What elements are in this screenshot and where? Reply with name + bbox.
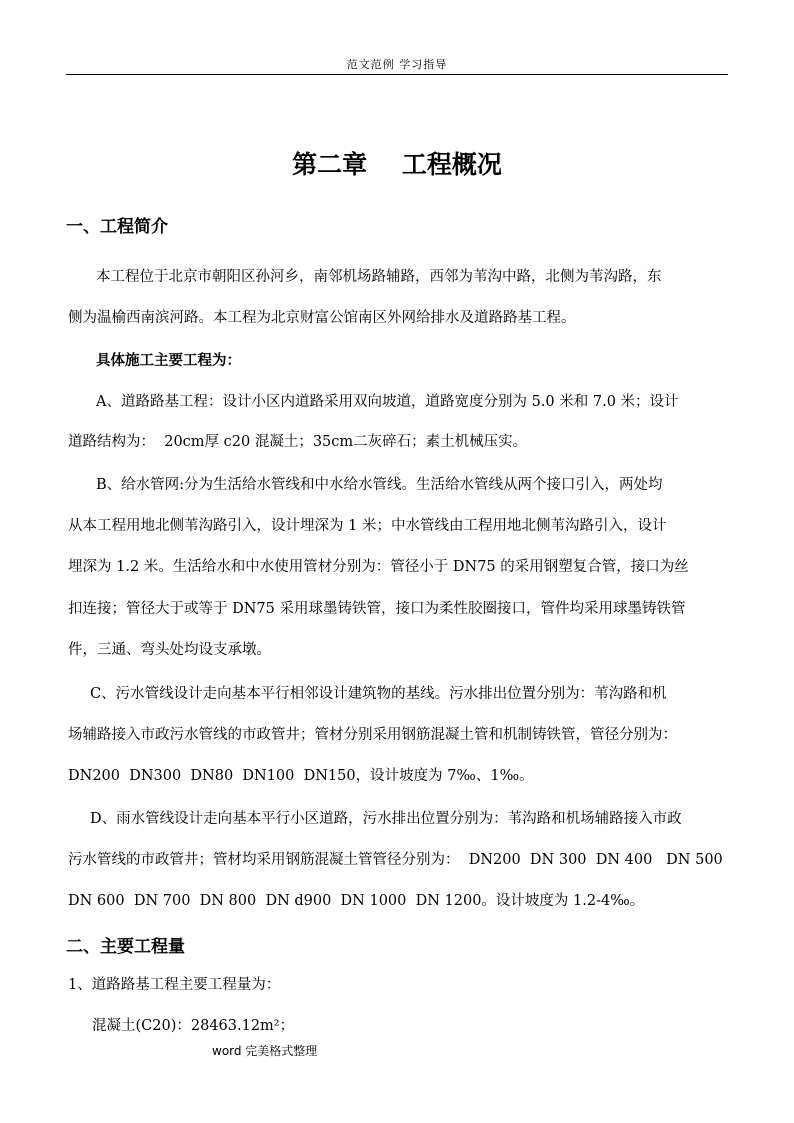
item-b-line-2: 从本工程用地北侧苇沟路引入，设计埋深为 1 米；中水管线由工程用地北侧苇沟路引入，设计 bbox=[68, 518, 667, 534]
intro-line-1: 本工程位于北京市朝阳区孙河乡，南邻机场路辅路，西邻为苇沟中路，北侧为苇沟路，东 bbox=[96, 269, 662, 285]
page-header: 范文范例 学习指导 bbox=[346, 58, 448, 71]
section-heading-overview: 一、工程简介 bbox=[66, 217, 168, 237]
item-a-line-1: A、道路路基工程：设计小区内道路采用双向坡道，道路宽度分别为 5.0 米和 7.0 米；设计 bbox=[96, 394, 679, 410]
item-c-line-3: DN200 DN300 DN80 DN100 DN150，设计坡度为 7‰、1‰。 bbox=[68, 768, 534, 784]
page-footer: word 完美格式整理 bbox=[212, 1044, 318, 1058]
chapter-title: 第二章 工程概况 bbox=[292, 150, 502, 179]
item-d-line-3: DN 600 DN 700 DN 800 DN d900 DN 1000 DN 1200。设计坡度为 1.2-4‰。 bbox=[68, 893, 645, 909]
quantity-concrete: 混凝土(C20)：28463.12m²； bbox=[92, 1018, 295, 1034]
item-a-line-2: 道路结构为： 20cm厚 c20 混凝土；35cm二灰碎石；素土机械压实。 bbox=[68, 434, 528, 450]
section-heading-quantities: 二、主要工程量 bbox=[66, 937, 185, 957]
quantities-item-1: 1、道路路基工程主要工程量为： bbox=[68, 977, 281, 993]
item-b-line-4: 扣连接；管径大于或等于 DN75 采用球墨铸铁管，接口为柔性胶圈接口，管件均采用球墨铸铁管 bbox=[68, 601, 686, 617]
item-c-line-2: 场辅路接入市政污水管线的市政管井；管材分别采用钢筋混凝土管和机制铸铁管，管径分别为： bbox=[68, 727, 677, 743]
item-b-line-1: B、给水管网:分为生活给水管线和中水给水管线。生活给水管线从两个接口引入，两处均 bbox=[96, 477, 663, 493]
item-d-line-2: 污水管线的市政管井；管材均采用钢筋混凝土管管径分别为： DN200 DN 300 DN 400 DN 500 bbox=[68, 852, 723, 868]
item-b-line-5: 件，三通、弯头处均设支承墩。 bbox=[68, 642, 271, 658]
header-rule bbox=[66, 74, 728, 75]
item-d-line-1: D、雨水管线设计走向基本平行小区道路，污水排出位置分别为：苇沟路和机场辅路接入市政 bbox=[90, 811, 682, 827]
intro-line-2: 侧为温榆西南滨河路。本工程为北京财富公馆南区外网给排水及道路路基工程。 bbox=[68, 310, 576, 326]
subheading-works: 具体施工主要工程为： bbox=[96, 352, 241, 369]
item-c-line-1: C、污水管线设计走向基本平行相邻设计建筑物的基线。污水排出位置分别为：苇沟路和机 bbox=[90, 686, 667, 702]
item-b-line-3: 埋深为 1.2 米。生活给水和中水使用管材分别为：管径小于 DN75 的采用钢塑复合管，接口为丝 bbox=[68, 559, 689, 575]
